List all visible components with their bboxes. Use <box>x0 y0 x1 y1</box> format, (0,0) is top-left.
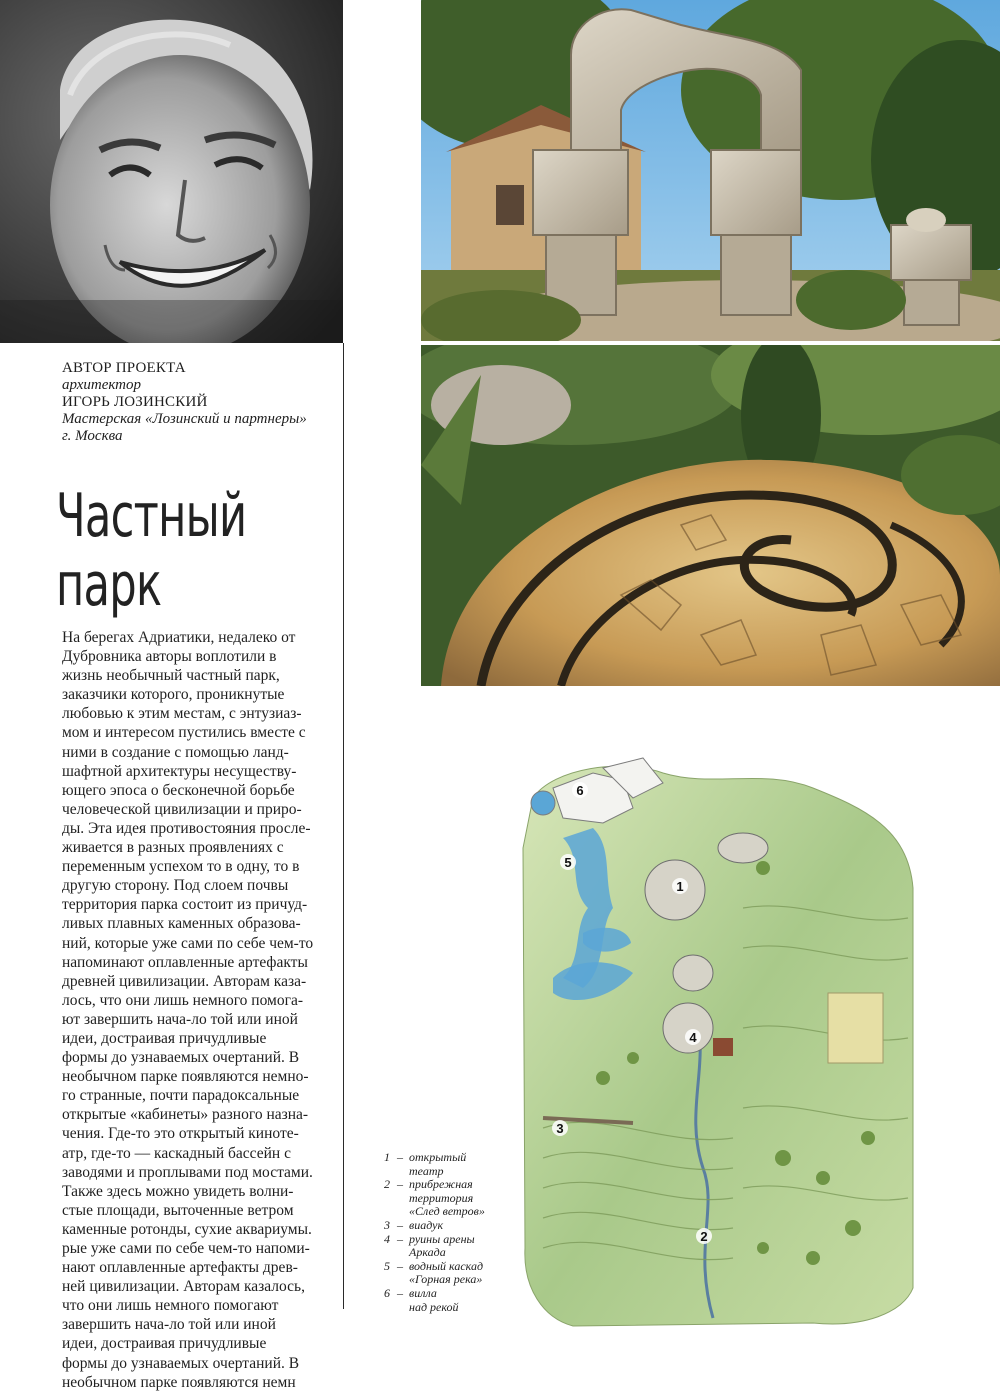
map-marker-6 <box>572 782 588 798</box>
body-text-line: ют завершить нача-ло той или иной <box>62 1010 298 1028</box>
body-text-line: шафтной архитектуры несуществу- <box>62 762 297 780</box>
legend-item <box>384 1178 514 1219</box>
body-text-line: заводями и проплывами под мостами. <box>62 1163 313 1181</box>
body-text-line: На берегах Адриатики, недалеко от <box>62 629 296 646</box>
body-text-line: чения. Где-то это открытый кинотe- <box>62 1125 299 1143</box>
body-text-line: заказчики которого, проникнутые <box>62 686 285 704</box>
body-text-line: стые площади, выточенные ветром <box>62 1201 294 1219</box>
body-text-line: формы до узнаваемых очертаний. В <box>62 1049 300 1067</box>
body-text-line: любовью к этим местам, с энтузиаз- <box>62 705 302 723</box>
body-text-line: переменным успехом то в одну, то в <box>62 858 300 876</box>
svg-text:4: 4 <box>689 1030 697 1045</box>
legend-item <box>384 1233 514 1260</box>
legend-dash: – <box>397 1258 403 1273</box>
legend-text-line: над рекой <box>409 1299 459 1314</box>
body-text-line: Дубровника авторы воплотили в <box>62 648 277 666</box>
body-text-line: формы до узнаваемых очертаний. В <box>62 1354 300 1372</box>
legend-dash: – <box>397 1231 403 1246</box>
svg-text:3: 3 <box>556 1121 564 1136</box>
body-text-line: древней цивилизации. Авторам каза- <box>62 972 307 990</box>
stone-arch-photo <box>421 0 1000 341</box>
legend-dash: – <box>397 1177 403 1192</box>
legend-number: 5 <box>384 1258 390 1273</box>
body-text-line: идеи, достраивая причудливые <box>62 1029 267 1047</box>
body-text-line: ющего эпоса о бесконечной борьбе <box>62 781 295 799</box>
legend-text-line: вилла <box>409 1285 437 1300</box>
legend-text-line: виадук <box>409 1217 444 1232</box>
body-text-line: лось, что они лишь немного помога- <box>62 991 304 1009</box>
body-text-line: ними в создание с помощью ланд- <box>62 743 289 761</box>
svg-text:6: 6 <box>576 783 584 798</box>
body-text-line: мом и интересом пустились вместе с <box>62 724 306 742</box>
legend-dash: – <box>397 1217 403 1232</box>
legend-number: 3 <box>384 1217 390 1232</box>
legend-number: 1 <box>384 1150 390 1164</box>
map-marker-2 <box>696 1228 712 1244</box>
legend-item <box>384 1260 514 1287</box>
body-text-line: ний, которые уже сами по себе чем-то <box>62 934 314 952</box>
legend-text <box>409 1219 514 1233</box>
map-marker-4 <box>685 1029 701 1045</box>
map-marker-1 <box>672 878 688 894</box>
legend-item <box>384 1151 514 1178</box>
headline-line-2: парк <box>56 550 162 620</box>
body-text-line: живается в разных проявлениях с <box>62 839 284 857</box>
credits-studio: Мастерская «Лозинский и партнеры» <box>62 411 307 427</box>
legend-number: 2 <box>384 1177 390 1192</box>
legend-text-line: Аркада <box>409 1245 446 1260</box>
body-text-line: каменные ротонды, сухие аквариумы. <box>62 1220 312 1238</box>
body-text-line: идеи, достраивая причудливые <box>62 1335 267 1353</box>
headline-line-1: Частный <box>56 481 247 551</box>
credits-profession: архитектор <box>62 377 141 393</box>
body-text-line: го странные, почти парадоксальные <box>62 1087 300 1105</box>
legend-dash: – <box>397 1285 403 1300</box>
body-text-line: необычном парке появляются немно- <box>62 1068 309 1086</box>
legend-text-line: «След ветров» <box>409 1204 485 1219</box>
legend-text-line: «Горная река» <box>409 1272 483 1287</box>
legend-number: 4 <box>384 1231 390 1246</box>
legend-dash: – <box>397 1150 403 1164</box>
body-text-line: что они лишь немного помогают <box>62 1297 279 1315</box>
legend-text-line: театр <box>409 1163 444 1178</box>
legend-text-line: открытый <box>409 1150 467 1164</box>
column-divider-rule <box>343 343 344 1309</box>
credits-role-heading: АВТОР ПРОЕКТА <box>62 360 186 376</box>
legend-text-line: водный каскад <box>409 1258 484 1273</box>
map-marker-5 <box>560 854 576 870</box>
legend-text <box>409 1260 514 1287</box>
legend-text-line: прибрежная <box>409 1177 473 1192</box>
legend-text <box>409 1151 514 1178</box>
body-text-line: Также здесь можно увидеть волни- <box>62 1182 294 1200</box>
body-text-line: ней цивилизации. Авторам казалось, <box>62 1278 305 1296</box>
legend-text-line: территория <box>409 1190 474 1205</box>
legend-text <box>409 1233 514 1260</box>
article-headline <box>56 482 261 620</box>
body-text-line: жизнь необычный частный парк, <box>62 667 280 685</box>
legend-item <box>384 1219 514 1233</box>
svg-text:5: 5 <box>564 855 572 870</box>
map-marker-3 <box>552 1120 568 1136</box>
body-text-line: необычном парке появляются немн <box>62 1373 296 1391</box>
body-text-line: человеческой цивилизации и приро- <box>62 800 302 818</box>
credits-author-name: ИГОРЬ ЛОЗИНСКИЙ <box>62 394 208 410</box>
author-portrait-photo <box>0 0 343 343</box>
plan-legend <box>384 1151 514 1314</box>
body-text-line: атр, где-то — каскадный бассейн с <box>62 1144 291 1162</box>
svg-text:2: 2 <box>700 1229 708 1244</box>
project-credits <box>62 360 342 445</box>
body-text-line: территория парка состоит из причуд- <box>62 896 308 914</box>
body-text-line: другую сторону. Под слоем почвы <box>62 877 289 895</box>
legend-item <box>384 1287 514 1314</box>
body-text-line: напоминают оплавленные артефакты <box>62 953 308 971</box>
park-plan-illustration <box>513 728 918 1334</box>
body-text-line: нают оплавленные артефакты древ- <box>62 1259 298 1277</box>
body-text-line: ды. Эта идея противостояния просле- <box>62 819 311 837</box>
body-text-line: ливых плавных каменных образова- <box>62 915 301 933</box>
legend-number: 6 <box>384 1285 390 1300</box>
credits-city: г. Москва <box>62 428 123 444</box>
body-text-line: открытые «кабинеты» разного назна- <box>62 1106 309 1124</box>
legend-text <box>409 1178 514 1219</box>
article-body-text <box>62 628 337 1392</box>
body-text-line: завершить нача-ло той или иной <box>62 1316 276 1334</box>
svg-text:1: 1 <box>676 879 684 894</box>
spiral-paving-photo <box>421 345 1000 686</box>
legend-text <box>409 1287 514 1314</box>
body-text-line: рые уже сами по себе чем-то напоми- <box>62 1240 310 1257</box>
legend-text-line: руины арены <box>409 1231 475 1246</box>
